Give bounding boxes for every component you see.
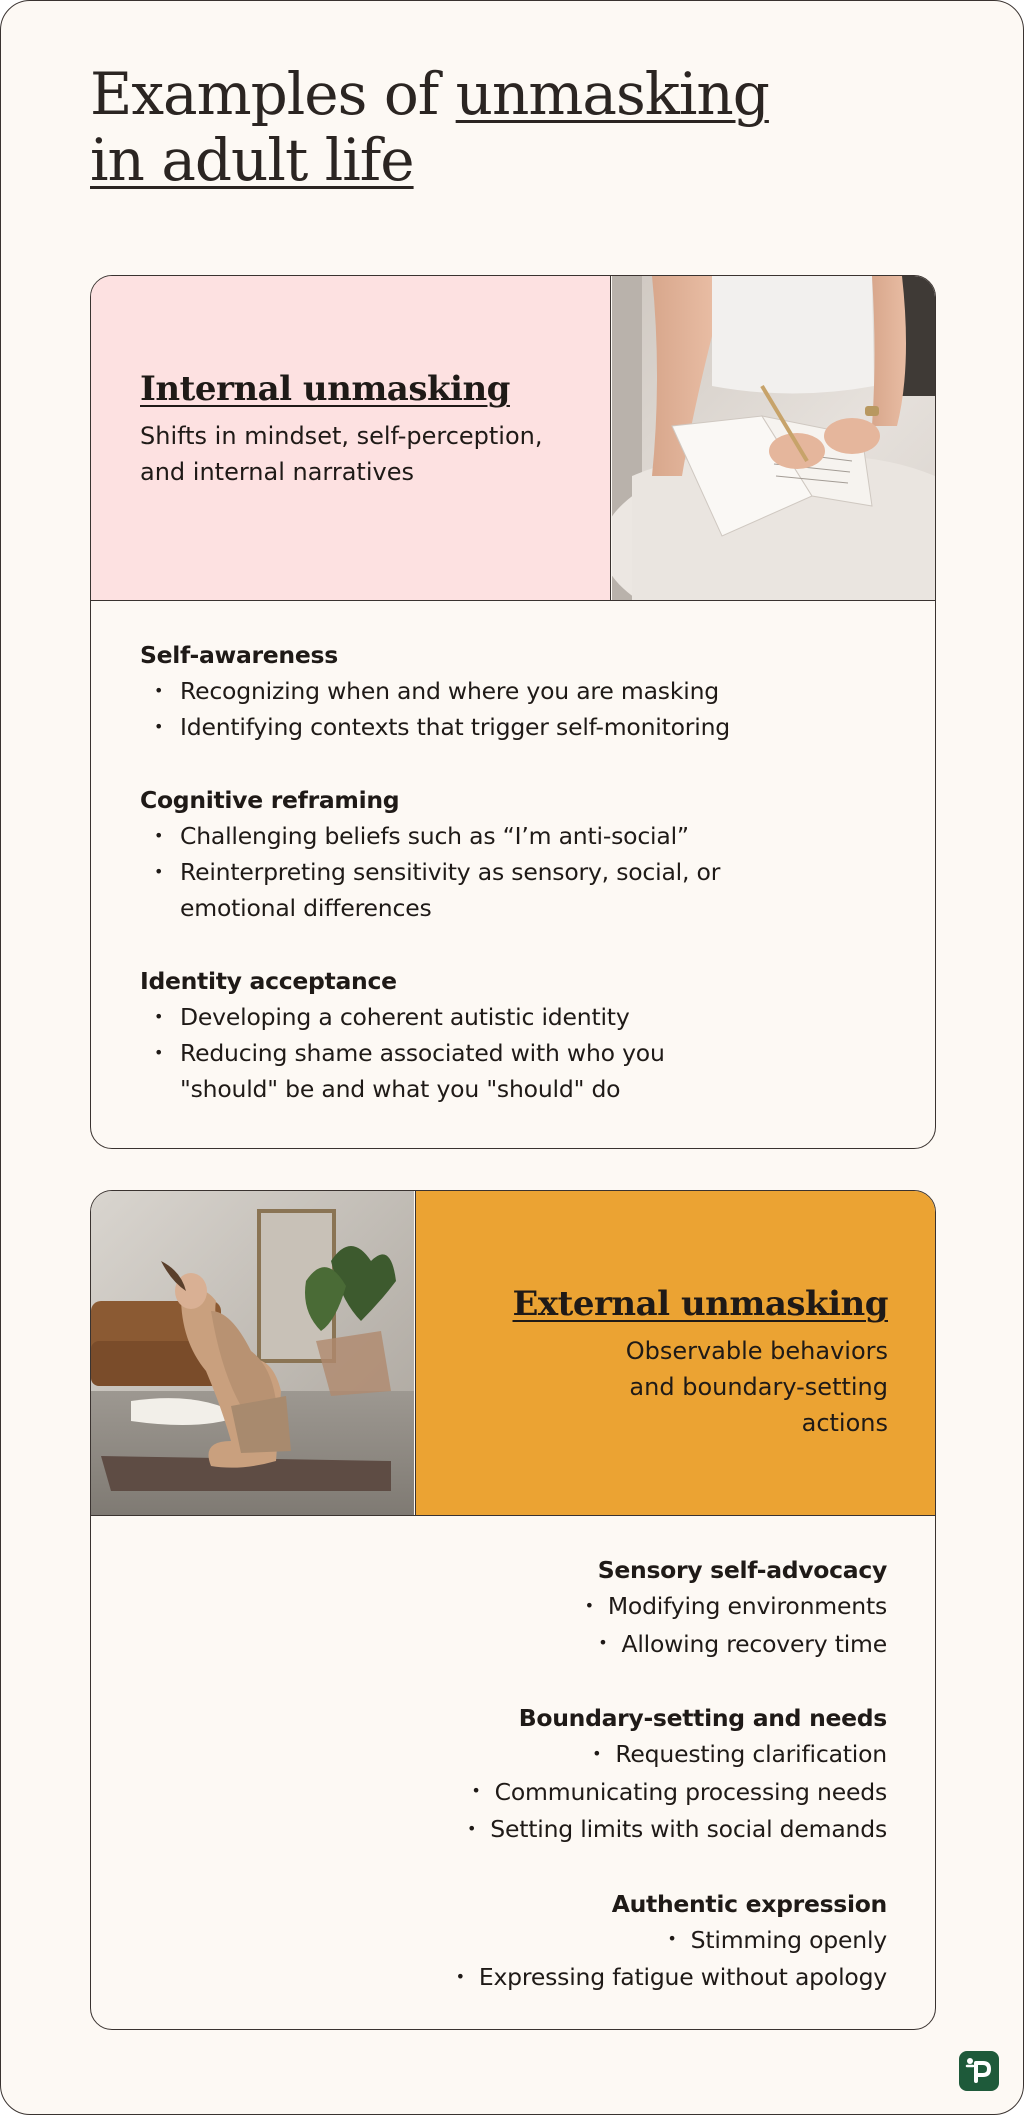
section-title: Cognitive reframing xyxy=(140,786,400,814)
list-item: • Expressing fatigue without apology xyxy=(455,1963,887,1991)
list-item: • Reducing shame associated with who you "should" be and what you "should" do xyxy=(140,1035,720,1107)
list-item: • Stimming openly xyxy=(667,1925,887,1954)
bullet-list xyxy=(127,1922,887,1997)
internal-subtitle: Shifts in mindset, self-perception, and internal narratives xyxy=(140,422,543,486)
section-title: Authentic expression xyxy=(611,1889,887,1918)
list-item: • Setting limits with social demands xyxy=(467,1815,887,1843)
title-part-3: in adult life xyxy=(90,126,414,194)
list-item: • Allowing recovery time xyxy=(598,1629,887,1658)
list-item: • Challenging beliefs such as “I’m anti-social” xyxy=(140,818,900,854)
internal-hero xyxy=(91,276,935,601)
external-unmasking-card xyxy=(90,1190,936,2030)
journal-writing-image xyxy=(612,276,935,600)
external-subtitle: Observable behaviors and boundary-setting actions xyxy=(625,1337,888,1437)
list-item: • Communicating processing needs xyxy=(471,1777,887,1806)
list-item: • Developing a coherent autistic identity xyxy=(140,999,900,1035)
title-part-2: unmasking xyxy=(455,60,769,128)
external-body xyxy=(127,1552,887,1997)
external-photo xyxy=(91,1191,414,1515)
yoga-stretch-image xyxy=(91,1191,414,1515)
bullet-list xyxy=(127,1588,887,1663)
bullet-list xyxy=(140,818,900,926)
list-item: • Recognizing when and where you are masking xyxy=(140,673,900,709)
section-title: Sensory self-advocacy xyxy=(597,1556,887,1584)
page-title xyxy=(90,61,769,193)
external-section xyxy=(127,1552,887,1663)
section-title: Identity acceptance xyxy=(140,967,397,995)
list-item: • Identifying contexts that trigger self-monitoring xyxy=(140,709,900,745)
brand-logo-icon xyxy=(959,2051,999,2091)
external-section xyxy=(127,1886,887,1997)
external-hero xyxy=(91,1191,935,1516)
internal-photo xyxy=(612,276,935,600)
bullet-list xyxy=(127,1736,887,1849)
internal-section xyxy=(140,963,900,1107)
internal-section xyxy=(140,637,900,745)
list-item: • Requesting clarification xyxy=(592,1740,887,1768)
internal-heading: Internal unmasking xyxy=(140,369,510,409)
internal-section xyxy=(140,782,900,926)
internal-unmasking-card xyxy=(90,275,936,1149)
external-heading: External unmasking xyxy=(512,1284,888,1324)
bullet-list xyxy=(140,673,900,745)
section-title: Self-awareness xyxy=(140,641,338,669)
list-item: • Reinterpreting sensitivity as sensory, social, or emotional differences xyxy=(140,854,740,926)
external-header-panel xyxy=(415,1191,936,1515)
title-part-1: Examples of xyxy=(90,60,456,128)
internal-header-panel xyxy=(91,276,611,600)
section-title: Boundary-setting and needs xyxy=(518,1704,887,1732)
list-item: • Modifying environments xyxy=(584,1592,887,1620)
bullet-list xyxy=(140,999,900,1107)
external-section xyxy=(127,1700,887,1849)
internal-body xyxy=(140,637,900,1107)
